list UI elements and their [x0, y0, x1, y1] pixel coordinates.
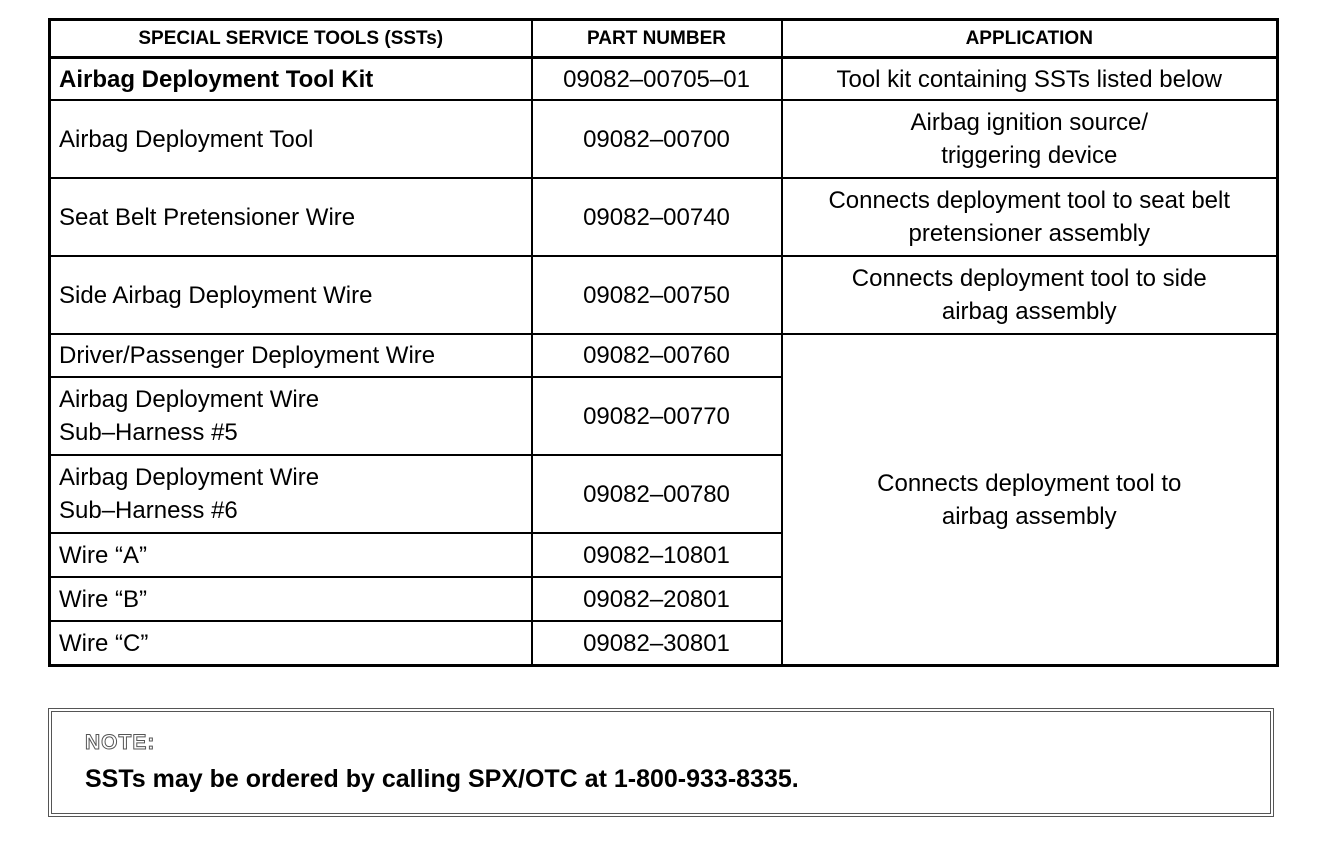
table-row: [50, 256, 1278, 334]
tool-name: Seat Belt Pretensioner Wire: [50, 178, 532, 256]
application-line: airbag assembly: [941, 502, 1117, 530]
part-number: 09082–00780: [532, 455, 782, 533]
application: [782, 256, 1278, 334]
part-number: 09082–20801: [532, 577, 782, 621]
application: Tool kit containing SSTs listed below: [782, 58, 1278, 101]
table-row: [50, 334, 1278, 377]
note-box: [48, 708, 1274, 817]
tool-name: Airbag Deployment Tool: [50, 100, 532, 178]
header-application: APPLICATION: [782, 20, 1278, 58]
application-line: airbag assembly: [941, 298, 1117, 325]
tool-name-line: Airbag Deployment Wire: [59, 464, 320, 491]
tool-name: Airbag Deployment Tool Kit: [50, 58, 532, 101]
header-tool: SPECIAL SERVICE TOOLS (SSTs): [50, 20, 532, 58]
tool-name-line: Sub–Harness #5: [59, 419, 238, 446]
application-line: Connects deployment tool to: [877, 469, 1182, 497]
part-number: 09082–30801: [532, 621, 782, 666]
part-number: 09082–00700: [532, 100, 782, 178]
tool-name: [50, 455, 532, 533]
application-line: Connects deployment tool to side: [851, 265, 1207, 292]
note-label: NOTE:: [85, 731, 156, 754]
part-number: 09082–00750: [532, 256, 782, 334]
tool-name: Driver/Passenger Deployment Wire: [50, 334, 532, 377]
application: [782, 178, 1278, 256]
part-number: 09082–10801: [532, 533, 782, 577]
shared-application: [782, 334, 1278, 666]
table-row: [50, 100, 1278, 178]
tool-name-line: Sub–Harness #6: [59, 497, 238, 524]
header-part-number: PART NUMBER: [532, 20, 782, 58]
part-number: 09082–00760: [532, 334, 782, 377]
note-text: SSTs may be ordered by calling SPX/OTC at 1-800-933-8335.: [85, 765, 799, 793]
sst-table: [48, 18, 1279, 667]
tool-name-line: Airbag Deployment Wire: [59, 386, 320, 413]
part-number: 09082–00740: [532, 178, 782, 256]
table-row: [50, 58, 1278, 101]
tool-name: Wire “A”: [50, 533, 532, 577]
table-row: [50, 178, 1278, 256]
tool-name: Side Airbag Deployment Wire: [50, 256, 532, 334]
tool-name: Wire “B”: [50, 577, 532, 621]
table-header-row: [50, 20, 1278, 58]
application-line: Airbag ignition source/: [910, 109, 1148, 136]
part-number: 09082–00705–01: [532, 58, 782, 101]
tool-name: [50, 377, 532, 455]
tool-name: Wire “C”: [50, 621, 532, 666]
part-number: 09082–00770: [532, 377, 782, 455]
application-line: Connects deployment tool to seat belt: [828, 187, 1231, 214]
application-line: pretensioner assembly: [908, 220, 1150, 247]
application: [782, 100, 1278, 178]
application-line: triggering device: [941, 142, 1118, 169]
